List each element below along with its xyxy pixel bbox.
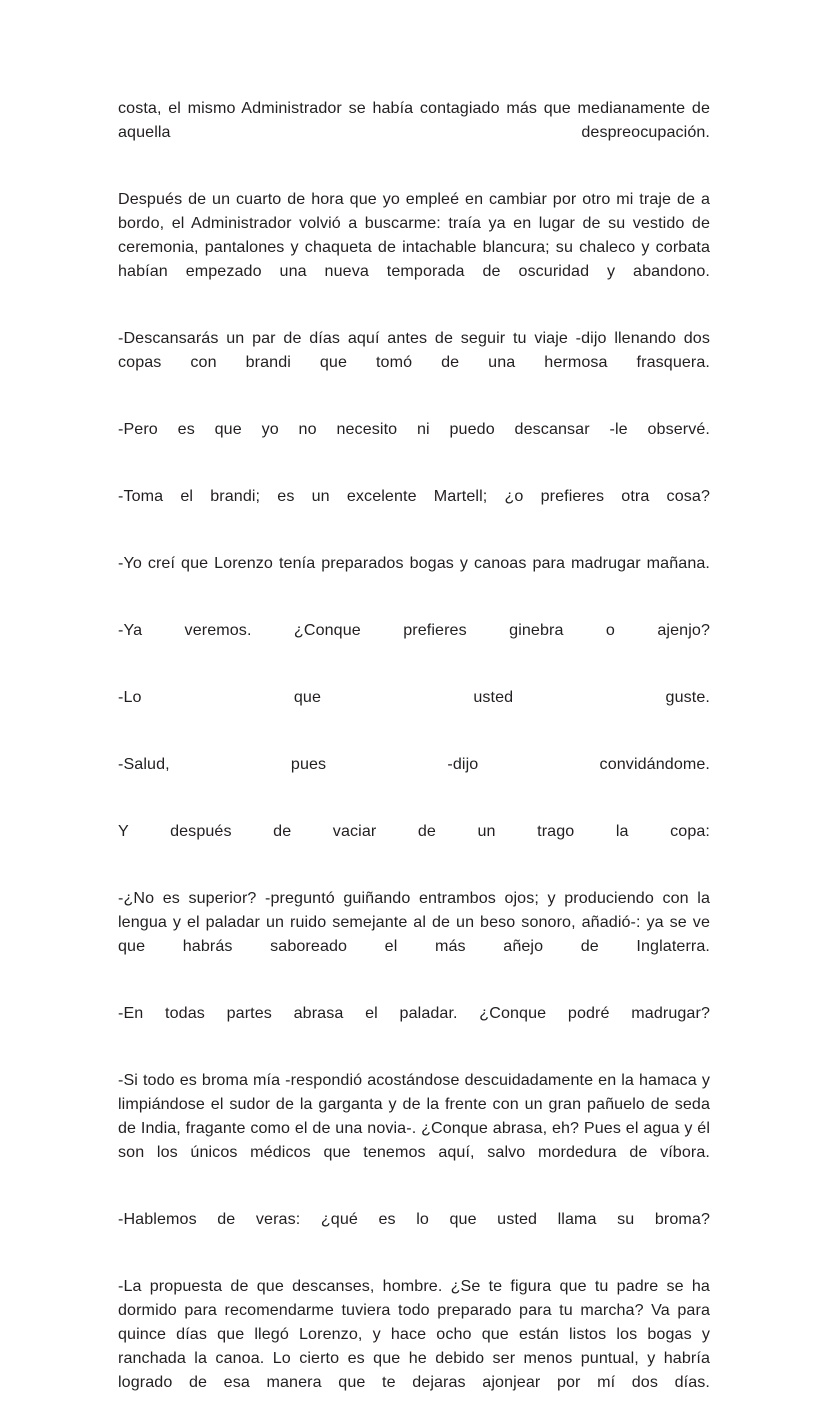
paragraph: Y después de vaciar de un trago la copa: (118, 822, 710, 840)
paragraph: Después de un cuarto de hora que yo empleé en cambiar por otro mi traje de a bordo, el Administrador volvió a buscarme: traía ya en lugar de su vestido de ceremonia, pantalones y chaqueta de intachable blancura; su chaleco y corbata habían empezado una nueva temporada de oscuridad y abandono. (118, 190, 710, 280)
paragraph: -Toma el brandi; es un excelente Martell; ¿o prefieres otra cosa? (118, 487, 710, 505)
paragraph: -Lo que usted guste. (118, 688, 710, 706)
paragraph: -Si todo es broma mía -respondió acostándose descuidadamente en la hamaca y limpiándose el sudor de la garganta y de la frente con un gran pañuelo de seda de India, fragante como el de una novia-. ¿Conque abrasa, eh? Pues el agua y él son los únicos médicos que tenemos aquí, salvo mordedura de víbora. (118, 1071, 710, 1161)
paragraph: -Descansarás un par de días aquí antes de seguir tu viaje -dijo llenando dos copas con brandi que tomó de una hermosa frasquera. (118, 329, 710, 371)
paragraph: -Ya veremos. ¿Conque prefieres ginebra o ajenjo? (118, 621, 710, 639)
paragraph: -Salud, pues -dijo convidándome. (118, 755, 710, 773)
paragraph: -Hablemos de veras: ¿qué es lo que usted llama su broma? (118, 1210, 710, 1228)
body-text-column (118, 96, 710, 1418)
paragraph: -¿No es superior? -preguntó guiñando entrambos ojos; y produciendo con la lengua y el paladar un ruido semejante al de un beso sonoro, añadió-: ya se ve que habrás saboreado el más añejo de Inglaterra. (118, 889, 710, 955)
paragraph: -Yo creí que Lorenzo tenía preparados bogas y canoas para madrugar mañana. (118, 554, 710, 572)
paragraph: costa, el mismo Administrador se había contagiado más que medianamente de aquella despreocupación. (118, 99, 710, 141)
paragraph: -En todas partes abrasa el paladar. ¿Conque podré madrugar? (118, 1004, 710, 1022)
paragraph: -Pero es que yo no necesito ni puedo descansar -le observé. (118, 420, 710, 438)
paragraph: -La propuesta de que descanses, hombre. ¿Se te figura que tu padre se ha dormido para recomendarme tuviera todo preparado para tu marcha? Va para quince días que llegó Lorenzo, y hace ocho que están listos los bogas y ranchada la canoa. Lo cierto es que he debido ser menos puntual, y habría logrado de esa manera que te dejaras ajonjear por mí dos días. (118, 1277, 710, 1391)
